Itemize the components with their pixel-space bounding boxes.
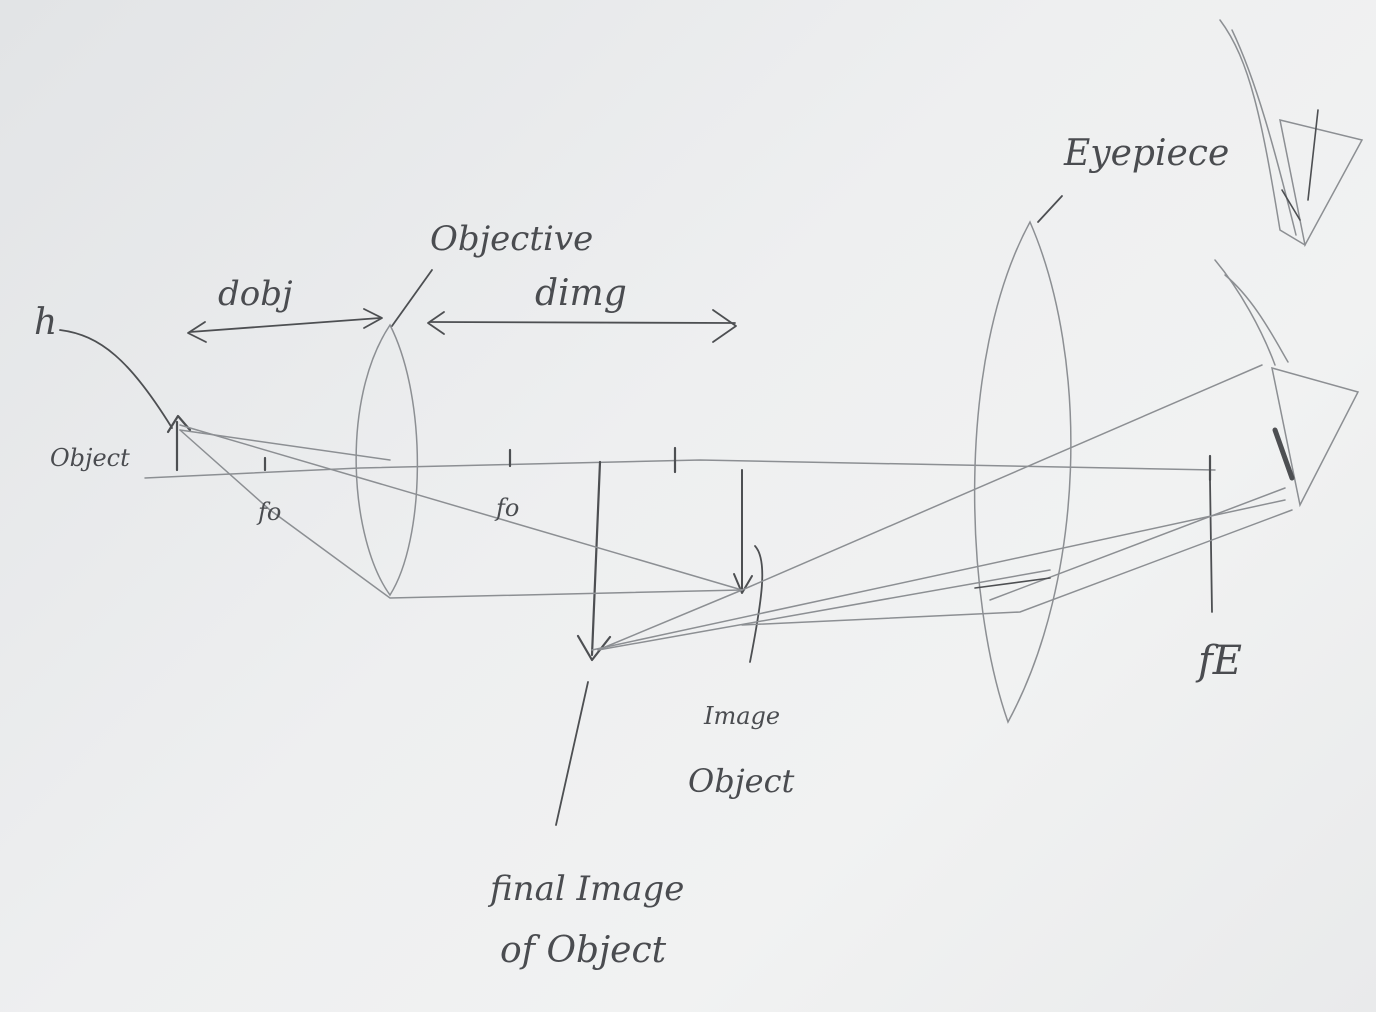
label-fo-left: fo — [258, 498, 282, 526]
eye-top-icon — [1220, 20, 1362, 245]
fe-tick-line — [1210, 480, 1212, 612]
label-objective: Objective — [430, 219, 594, 259]
label-image-object-1: Image — [704, 702, 781, 730]
final-image-leader — [556, 682, 588, 825]
image-object-leader — [750, 546, 762, 662]
label-object: Object — [50, 444, 130, 472]
final-image-arrow — [578, 462, 610, 660]
label-h: h — [34, 302, 58, 343]
label-d-img: dimg — [535, 273, 627, 314]
d-img-arrow — [428, 310, 736, 342]
label-fe: fE — [1198, 638, 1243, 684]
label-fo-right: fo — [496, 494, 520, 522]
focal-ticks — [265, 448, 1210, 480]
object-arrow — [168, 416, 190, 470]
intermediate-image-arrow — [734, 470, 752, 593]
eye-bottom-icon — [1215, 260, 1358, 505]
objective-leader — [392, 270, 432, 326]
optical-axis — [145, 460, 1215, 478]
label-eyepiece: Eyepiece — [1064, 133, 1230, 174]
light-rays — [180, 365, 1292, 650]
label-image-object-2: Object — [688, 762, 795, 800]
eyepiece-leader — [1038, 196, 1062, 222]
label-final-image-2: of Object — [500, 930, 667, 971]
h-leader-line — [60, 330, 172, 428]
eyepiece-lens — [975, 222, 1071, 722]
label-d-obj: dobj — [218, 274, 293, 314]
label-final-image-1: final Image — [490, 869, 685, 909]
